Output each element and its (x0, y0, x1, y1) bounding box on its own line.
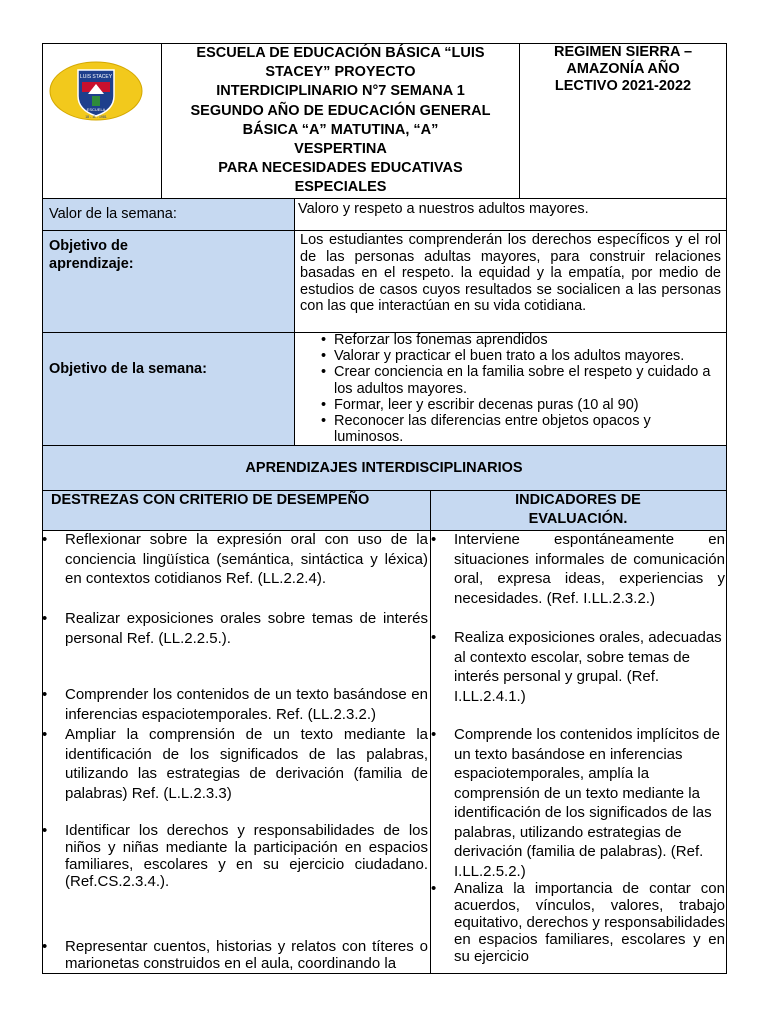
logo-date: 18 - 11 - 1981 (85, 115, 107, 119)
regime-info (524, 44, 722, 95)
list-item (42, 725, 430, 803)
school-title-line: PARA NECESIDADES EDUCATIVAS (218, 160, 463, 177)
destreza-text: Realizar exposiciones orales sobre temas de interés personal Ref. (LL.2.2.5.). (65, 610, 428, 647)
list-item: • Formar, leer y escribir decenas puras (10 al 90) (318, 397, 718, 413)
list-item (42, 609, 430, 648)
school-logo (48, 60, 144, 122)
destreza-text: Identificar los derechos y responsabilidades de los niños y niñas mediante la participación en espacios familiares, escolares y en su ejercicio ciudadano. (Ref.CS.2.3.4.). (65, 822, 428, 890)
school-title-line: VESPERTINA (294, 141, 387, 158)
bullet-icon: • (42, 531, 48, 548)
list-item (431, 880, 726, 965)
school-title-line: ESPECIALES (294, 179, 387, 196)
list-item (431, 725, 726, 881)
bullet-icon: • (431, 726, 437, 743)
objetivo-semana-label-cell (42, 333, 295, 445)
indicadores-header-line: INDICADORES DE (515, 492, 641, 508)
destrezas-list (42, 530, 430, 973)
indicadores-list (431, 530, 726, 973)
bullet-icon: • (42, 938, 48, 955)
destreza-text: Ampliar la comprensión de un texto mediante la identificación de los significados de las palabras, utilizando las estrategias de derivación (familia de palabras) Ref. (L.L.2.3.3) (65, 726, 428, 802)
indicador-text: Realiza exposiciones orales, adecuadas al contexto escolar, sobre temas de interés personal y grupal. (Ref. I.LL.2.4.1.) (454, 629, 722, 705)
logo-bottom-text: ESCUELA (86, 107, 106, 112)
school-title-line: INTERDICIPLINARIO N°7 SEMANA 1 (216, 83, 465, 100)
school-title (168, 44, 513, 198)
aprendizajes-title: APRENDIZAJES INTERDISCIPLINARIOS (245, 460, 523, 476)
destreza-text: Comprender los contenidos de un texto basándose en inferencias espaciotemporales. Ref. (LL.2.3.2.) (65, 686, 428, 723)
valor-label: Valor de la semana: (49, 206, 177, 222)
valor-value: Valoro y respeto a nuestros adultos mayores. (298, 201, 589, 217)
list-item (42, 822, 430, 890)
list-item (431, 628, 726, 706)
regime-line: AMAZONÍA AÑO (566, 61, 680, 77)
indicadores-header-line: EVALUACIÓN. (528, 511, 628, 527)
regime-line: REGIMEN SIERRA – (553, 44, 693, 60)
indicador-text: Analiza la importancia de contar con acuerdos, vínculos, valores, trabajo equitativo, derechos y responsabilidades en espacios familiares, escolares y en su ejercicio (454, 880, 726, 965)
list-item: • Reforzar los fonemas aprendidos (318, 332, 718, 348)
objetivo-aprendizaje-label-line: Objetivo de (49, 238, 128, 254)
regime-line: LECTIVO 2021-2022 (554, 78, 692, 94)
bullet-icon: • (431, 629, 437, 646)
list-item (42, 938, 430, 972)
bullet-icon: • (42, 686, 48, 703)
objetivo-aprendizaje-value: Los estudiantes comprenderán los derechos específicos y el rol de las personas adultas mayores, para construir relaciones basadas en el respeto. la equidad y la empatía, por medio de estudios de casos cuyos resultados se socialicen a las personas con las que interactúan en su vida cotidiana. (300, 232, 721, 315)
objetivo-semana-label: Objetivo de la semana: (49, 361, 207, 377)
indicador-text: Interviene espontáneamente en situaciones informales de comunicación oral, expresa ideas, experiencias y necesidades. (Ref. I.LL.2.3.2.) (454, 531, 725, 607)
destreza-text: Reflexionar sobre la expresión oral con uso de la conciencia lingüística (semántica, sintáctica y léxica) en contextos cotidianos Ref. (LL.2.2.4). (65, 531, 428, 587)
logo-top-text: LUIS STACEY (79, 74, 113, 80)
list-item (42, 685, 430, 724)
destreza-text: Representar cuentos, historias y relatos con títeres o marionetas construidos en el aula, coordinando la (65, 938, 428, 972)
list-item: • Crear conciencia en la familia sobre el respeto y cuidado a los adultos mayores. (318, 364, 718, 396)
bullet-icon: • (42, 726, 48, 743)
school-title-line: ESCUELA DE EDUCACIÓN BÁSICA “LUIS (196, 45, 485, 61)
school-title-line: SEGUNDO AÑO DE EDUCACIÓN GENERAL (190, 102, 491, 119)
indicador-text: Comprende los contenidos implícitos de un texto basándose en inferencias espaciotemporales, amplía la comprensión de un texto mediante la identificación de los significados de las palabras, utilizando estrategias de derivación (familia de palabras). (Ref. I.LL.2.5.2.) (454, 726, 720, 880)
list-item: • Reconocer las diferencias entre objetos opacos y luminosos. (318, 413, 718, 445)
bullet-icon: • (42, 822, 48, 839)
bullet-icon: • (431, 531, 437, 548)
list-item (431, 530, 726, 608)
list-item (42, 530, 430, 589)
objetivo-aprendizaje-label-line: aprendizaje: (49, 256, 134, 272)
indicadores-header (432, 491, 724, 529)
list-item: • Valorar y practicar el buen trato a los adultos mayores. (318, 348, 718, 364)
bullet-icon: • (431, 880, 437, 897)
destrezas-header: DESTREZAS CON CRITERIO DE DESEMPEÑO (51, 492, 370, 508)
school-crest-icon (48, 60, 144, 122)
school-title-line: STACEY” PROYECTO (265, 64, 416, 81)
school-title-line: BÁSICA “A” MATUTINA, “A” (242, 121, 439, 138)
bullet-icon: • (42, 610, 48, 627)
objetivo-aprendizaje-label (49, 237, 289, 273)
objetivo-semana-list (318, 332, 718, 445)
